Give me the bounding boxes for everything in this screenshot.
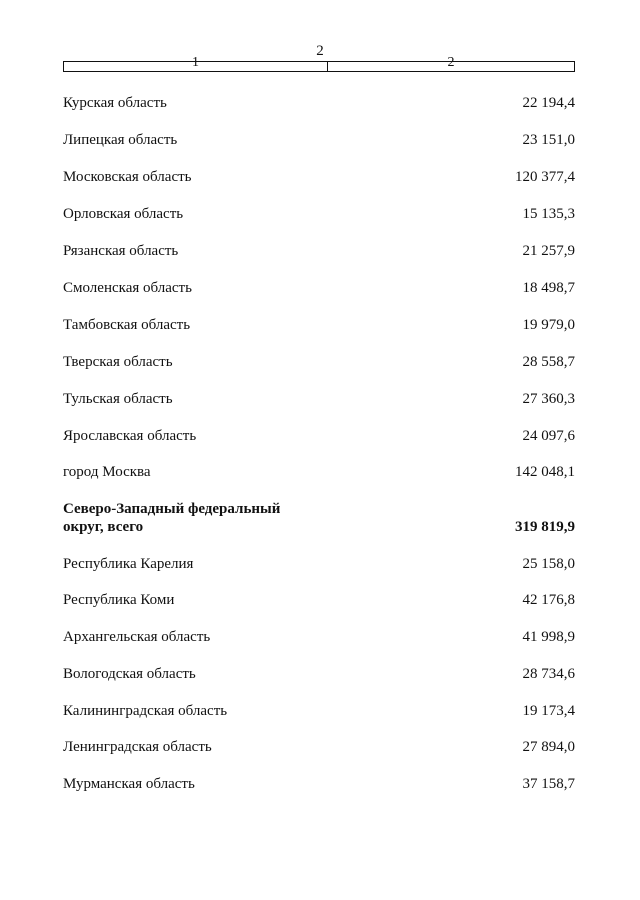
region-value: 23 151,0: [522, 132, 575, 148]
region-name: Тверская область: [63, 354, 173, 370]
region-name: Архангельская область: [63, 629, 211, 645]
region-value: 41 998,9: [522, 629, 575, 645]
region-name: город Москва: [63, 464, 151, 480]
region-value: 25 158,0: [522, 556, 575, 572]
region-value: 24 097,6: [522, 428, 575, 444]
region-value: 28 734,6: [522, 666, 575, 682]
region-name: Мурманская область: [63, 776, 195, 792]
region-name: Курская область: [63, 95, 167, 111]
region-value: 28 558,7: [522, 354, 575, 370]
region-value: 22 194,4: [522, 95, 575, 111]
district-name: Северо-Западный федеральный округ, всего: [63, 501, 281, 535]
region-name: Ленинградская область: [63, 739, 212, 755]
region-value: 27 894,0: [522, 739, 575, 755]
region-value: 120 377,4: [515, 169, 575, 185]
region-name: Тульская область: [63, 391, 173, 407]
page-number: 2: [316, 43, 324, 59]
region-value: 19 979,0: [522, 317, 575, 333]
column-header-2-label: 2: [447, 55, 455, 70]
region-name: Ярославская область: [63, 428, 197, 444]
region-name: Тамбовская область: [63, 317, 191, 333]
column-header-row: [63, 55, 575, 72]
region-name: Калининградская область: [63, 703, 228, 719]
region-name: Республика Карелия: [63, 556, 194, 572]
region-value: 37 158,7: [522, 776, 575, 792]
region-name: Липецкая область: [63, 132, 178, 148]
region-name: Московская область: [63, 169, 192, 185]
region-value: 27 360,3: [522, 391, 575, 407]
region-value: 18 498,7: [522, 280, 575, 296]
column-header-1: [64, 55, 328, 71]
region-name: Вологодская область: [63, 666, 196, 682]
region-name: Орловская область: [63, 206, 184, 222]
region-value: 42 176,8: [522, 592, 575, 608]
column-header-1-label: 1: [192, 55, 199, 70]
region-value: 21 257,9: [522, 243, 575, 259]
region-value: 15 135,3: [522, 206, 575, 222]
region-name: Республика Коми: [63, 592, 175, 608]
district-total-value: 319 819,9: [515, 519, 575, 535]
region-value: 142 048,1: [515, 464, 575, 480]
region-name: Смоленская область: [63, 280, 192, 296]
column-header-2: [328, 55, 574, 71]
region-name: Рязанская область: [63, 243, 179, 259]
region-value: 19 173,4: [522, 703, 575, 719]
